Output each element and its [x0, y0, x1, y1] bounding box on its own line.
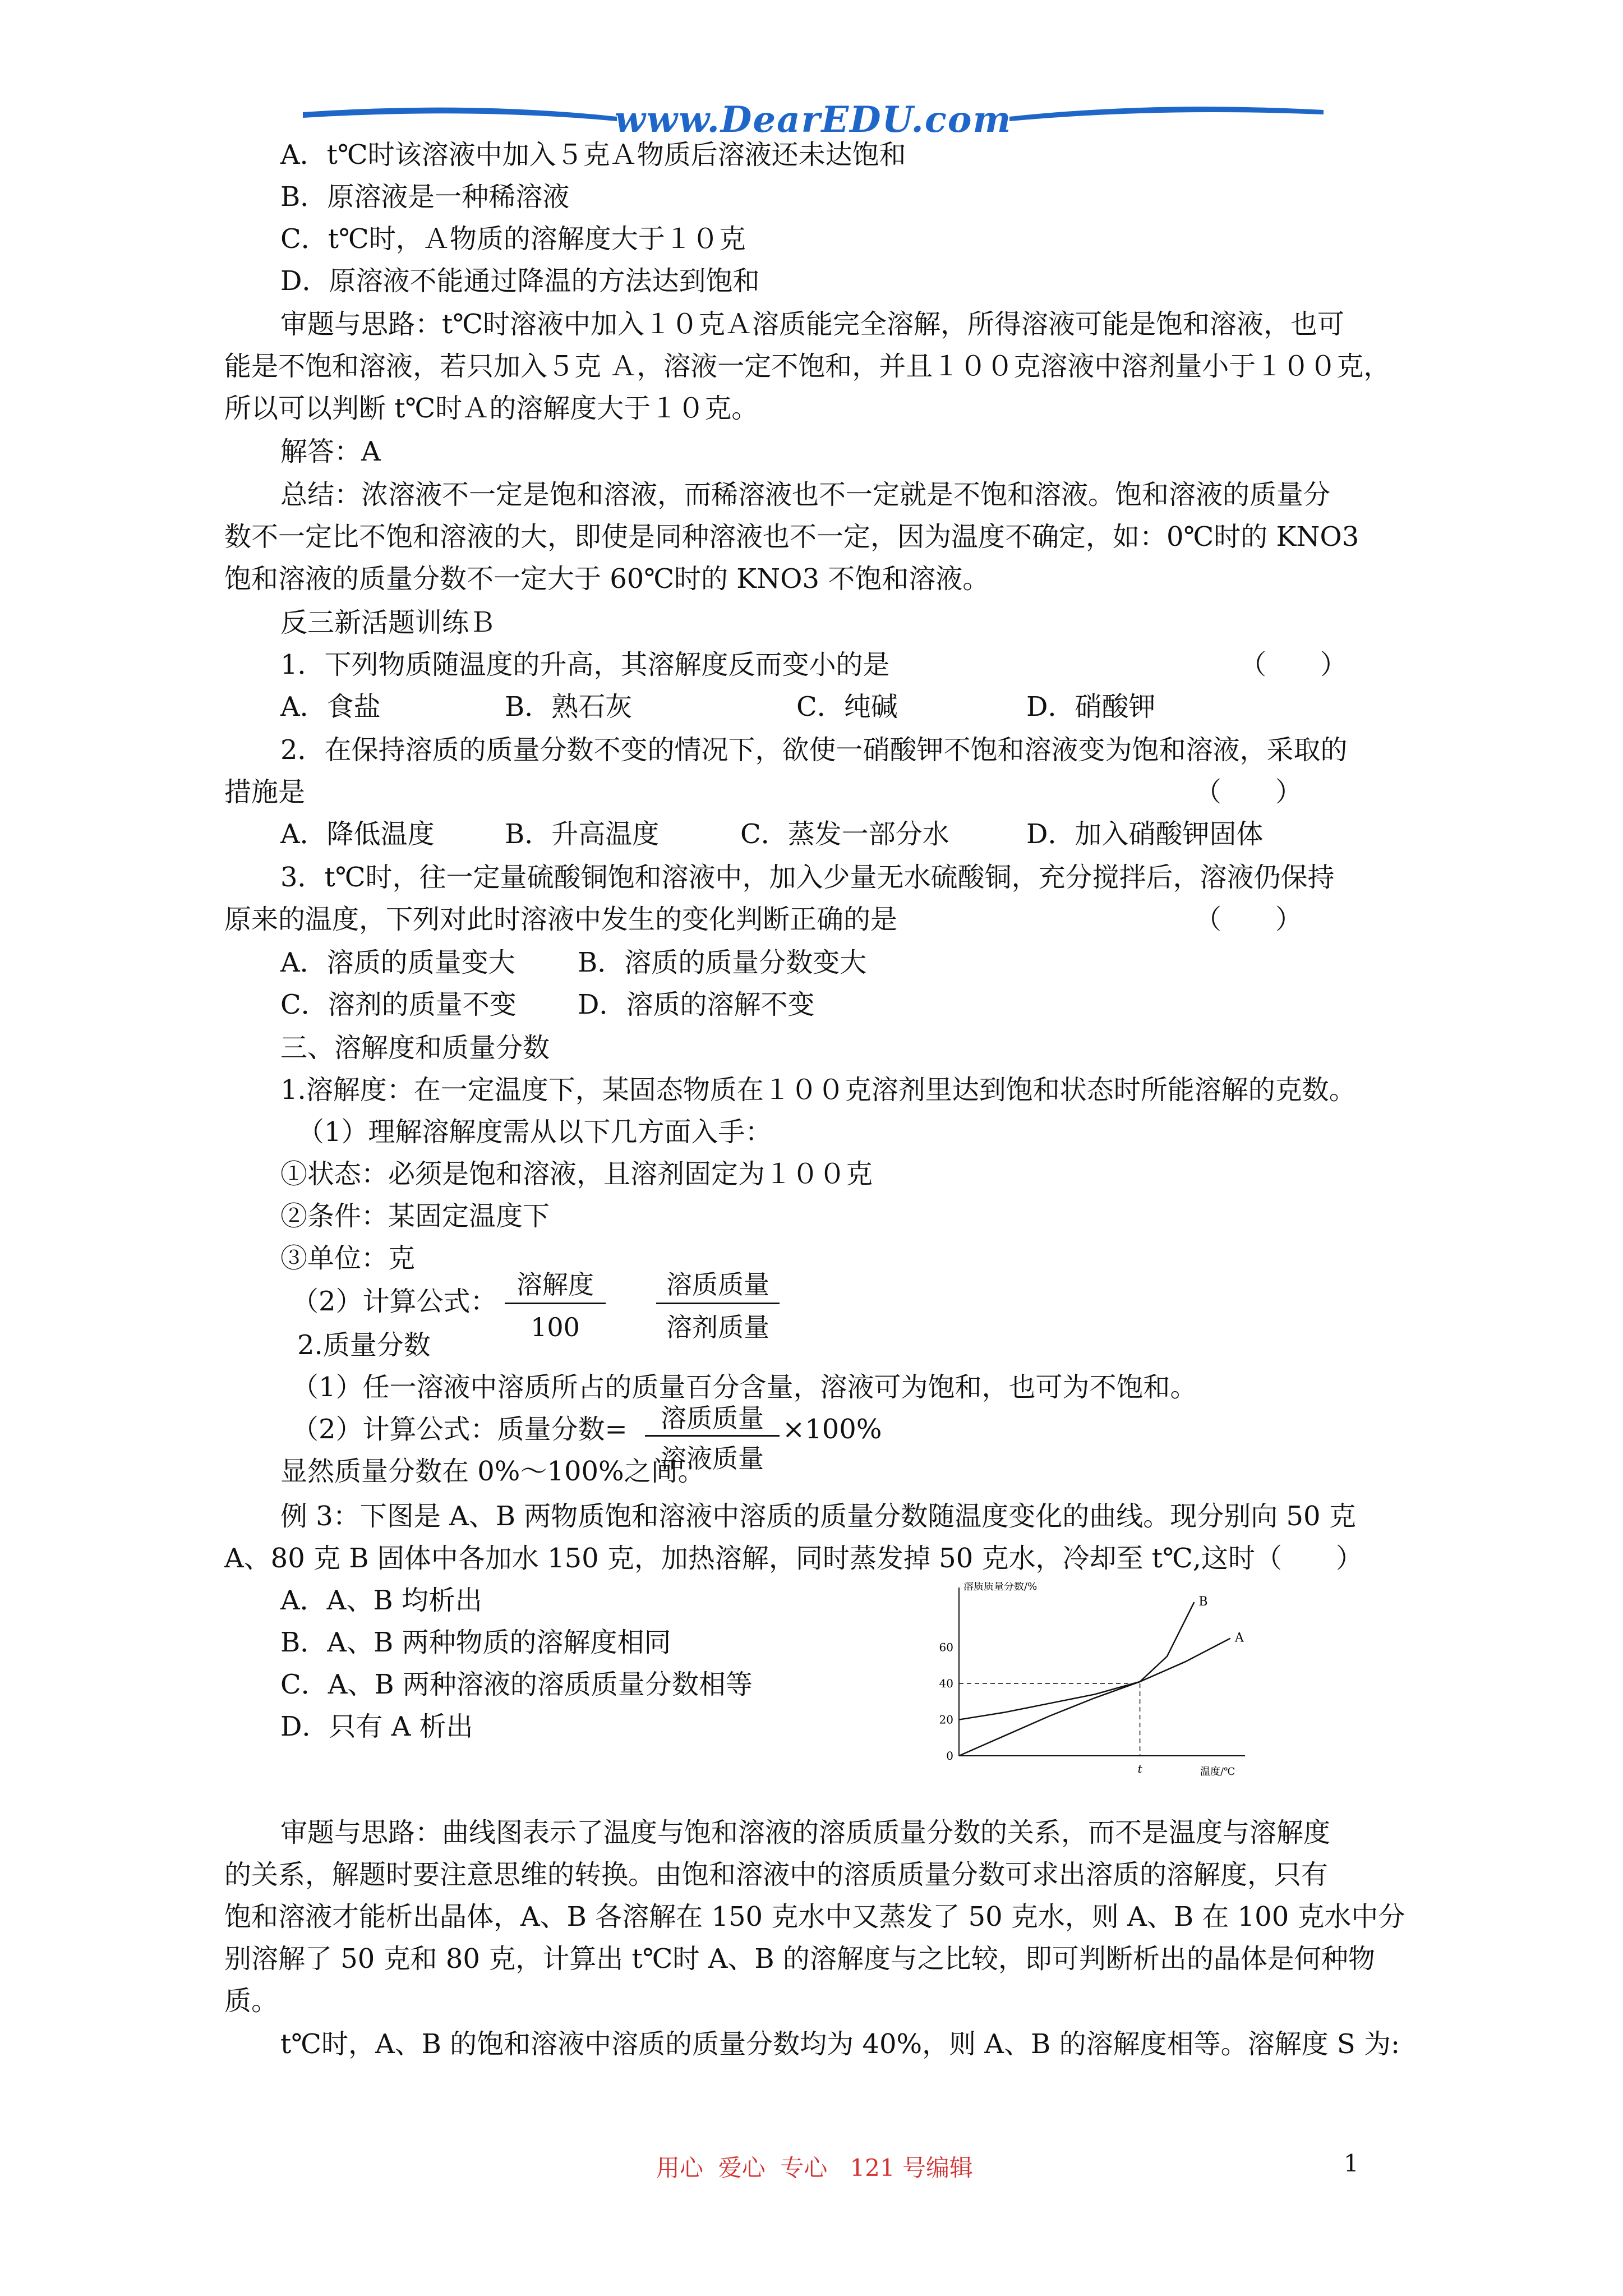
site-url: www.DearEDU.com: [614, 99, 1012, 141]
mass-fraction-definition: （1）任一溶液中溶质所占的质量百分含量，溶液可为饱和，也可为不饱和。: [292, 1372, 1197, 1403]
answer-paren: （ ）: [1239, 649, 1348, 680]
example-option: B．A、B 两种物质的溶解度相同: [280, 1627, 671, 1658]
analysis-line: 质。: [224, 1985, 279, 2017]
understand-heading: （1）理解溶解度需从以下几方面入手：: [297, 1116, 772, 1148]
fraction-denominator: 溶液质量: [661, 1443, 764, 1474]
option-c: C．t℃时，Ａ物质的溶解度大于１０克: [280, 223, 746, 255]
y-tick-label: 0: [946, 1749, 953, 1763]
y-tick-label: 20: [939, 1713, 953, 1727]
q1-option: B．熟石灰: [505, 691, 633, 723]
point-condition: ②条件：某固定温度下: [280, 1200, 550, 1232]
question-3: 3．t℃时，往一定量硫酸铜饱和溶液中，加入少量无水硫酸铜，充分搅拌后，溶液仍保持: [280, 862, 1335, 893]
y-axis-label: 溶质质量分数/%: [963, 1582, 1038, 1593]
answer-paren: （ ）: [1195, 904, 1303, 935]
analysis-line: 所以可以判断 t℃时Ａ的溶解度大于１０克。: [224, 393, 759, 424]
fraction-numerator: 溶解度: [517, 1269, 594, 1300]
series-line-A: [959, 1639, 1230, 1756]
section-title: 三、溶解度和质量分数: [280, 1032, 550, 1064]
q3-option: D．溶质的溶解不变: [578, 989, 815, 1020]
q2-option: C．蒸发一部分水: [740, 818, 949, 850]
fraction-numerator: 溶质质量: [661, 1403, 764, 1433]
x-axis-label: 温度/℃: [1200, 1766, 1235, 1778]
answer-paren: （ ）: [1195, 776, 1303, 808]
q1-option: C．纯碱: [796, 691, 898, 723]
question-3-cont: 原来的温度，下列对此时溶液中发生的变化判断正确的是: [224, 904, 898, 935]
fraction-denominator: 溶剂质量: [666, 1312, 769, 1342]
analysis-line: 饱和溶液才能析出晶体，A、B 各溶解在 150 克水中又蒸发了 50 克水，则 A、B 在 100 克水中分: [224, 1901, 1405, 1932]
solubility-definition: 1.溶解度：在一定温度下，某固态物质在１００克溶剂里达到饱和状态时所能溶解的克数。: [280, 1074, 1356, 1106]
x-mark-label: t: [1137, 1762, 1142, 1775]
series-line-B: [959, 1602, 1194, 1719]
training-title: 反三新活题训练Ｂ: [280, 607, 496, 638]
q3-option: C．溶剂的质量不变: [280, 989, 517, 1020]
fraction-bar: [645, 1435, 780, 1437]
y-tick-label: 60: [939, 1640, 953, 1654]
point-state: ①状态：必须是饱和溶液，且溶剂固定为１００克: [280, 1158, 873, 1190]
example-option: A．A、B 均析出: [280, 1585, 482, 1616]
analysis-line: 别溶解了 50 克和 80 克，计算出 t℃时 A、B 的溶解度与之比较，即可判断析出的晶体是何种物: [224, 1943, 1375, 1975]
fraction-numerator: 溶质质量: [666, 1269, 769, 1300]
answer: 解答：A: [280, 436, 381, 467]
example-stem-cont: A、80 克 B 固体中各加水 150 克，加热溶解，同时蒸发掉 50 克水，冷却至 t℃,这时（ ）: [224, 1543, 1363, 1574]
fraction-solubility: [505, 1269, 606, 1343]
chart-svg: [920, 1582, 1256, 1784]
q1-option: A．食盐: [280, 691, 381, 723]
series-label-B: B: [1198, 1595, 1208, 1609]
q1-option: D．硝酸钾: [1026, 691, 1156, 723]
formula-label: （2）计算公式：: [292, 1286, 497, 1317]
fraction-solute-solvent: [656, 1269, 780, 1343]
last-line: t℃时，A、B 的饱和溶液中溶质的质量分数均为 40%，则 A、B 的溶解度相等。溶解度 S 为:: [280, 2028, 1400, 2060]
analysis-line: 的关系，解题时要注意思维的转换。由饱和溶液中的溶质质量分数可求出溶质的溶解度，只有: [224, 1859, 1329, 1890]
series-label-A: A: [1234, 1631, 1244, 1645]
footer-text: 用心 爱心 专心 121 号编辑: [656, 2154, 973, 2182]
question-2: 2．在保持溶质的质量分数不变的情况下，欲使一硝酸钾不饱和溶液变为饱和溶液，采取的: [280, 734, 1348, 766]
option-d: D．原溶液不能通过降温的方法达到饱和: [280, 265, 760, 297]
q3-option: B．溶质的质量分数变大: [578, 947, 867, 978]
fraction-denominator: 100: [531, 1312, 580, 1342]
times-percent: ×100%: [782, 1414, 882, 1445]
fraction-bar: [505, 1303, 606, 1304]
range-note: 显然质量分数在 0%～100%之间。: [280, 1456, 705, 1487]
example-option: D．只有 A 析出: [280, 1711, 473, 1742]
example-option: C．A、B 两种溶液的溶质质量分数相等: [280, 1669, 753, 1700]
point-unit: ③单位：克: [280, 1243, 416, 1274]
question-1: 1．下列物质随温度的升高，其溶解度反而变小的是: [280, 649, 890, 680]
mass-fraction-title: 2.质量分数: [297, 1329, 431, 1361]
mass-fraction-chart: [920, 1582, 1256, 1784]
q3-option: A．溶质的质量变大: [280, 947, 515, 978]
q2-option: D．加入硝酸钾固体: [1026, 818, 1264, 850]
option-a: A．t℃时该溶液中加入５克Ａ物质后溶液还未达饱和: [280, 139, 906, 171]
example-stem: 例 3：下图是 A、B 两物质饱和溶液中溶质的质量分数随温度变化的曲线。现分别向 50 克: [280, 1501, 1356, 1532]
analysis-line: 审题与思路：t℃时溶液中加入１０克Ａ溶质能完全溶解，所得溶液可能是饱和溶液，也可: [280, 309, 1344, 340]
summary-line: 总结：浓溶液不一定是饱和溶液，而稀溶液也不一定就是不饱和溶液。饱和溶液的质量分: [280, 479, 1331, 510]
mass-formula-label: （2）计算公式：质量分数=: [292, 1414, 628, 1445]
question-2-cont: 措施是: [224, 776, 306, 808]
option-b: B．原溶液是一种稀溶液: [280, 181, 570, 213]
analysis-line: 能是不饱和溶液，若只加入５克 Ａ，溶液一定不饱和，并且１００克溶液中溶剂量小于１００克，: [224, 351, 1391, 382]
summary-line: 数不一定比不饱和溶液的大，即使是同种溶液也不一定，因为温度不确定，如：0℃时的 KNO3: [224, 521, 1359, 553]
q2-option: A．降低温度: [280, 818, 435, 850]
page-number: 1: [1344, 2150, 1359, 2177]
summary-line: 饱和溶液的质量分数不一定大于 60℃时的 KNO3 不饱和溶液。: [224, 563, 990, 595]
q2-option: B．升高温度: [505, 818, 660, 850]
analysis-line: 审题与思路：曲线图表示了温度与饱和溶液的溶质质量分数的关系，而不是温度与溶解度: [280, 1817, 1331, 1848]
fraction-bar: [656, 1303, 780, 1304]
y-tick-label: 40: [939, 1677, 953, 1691]
